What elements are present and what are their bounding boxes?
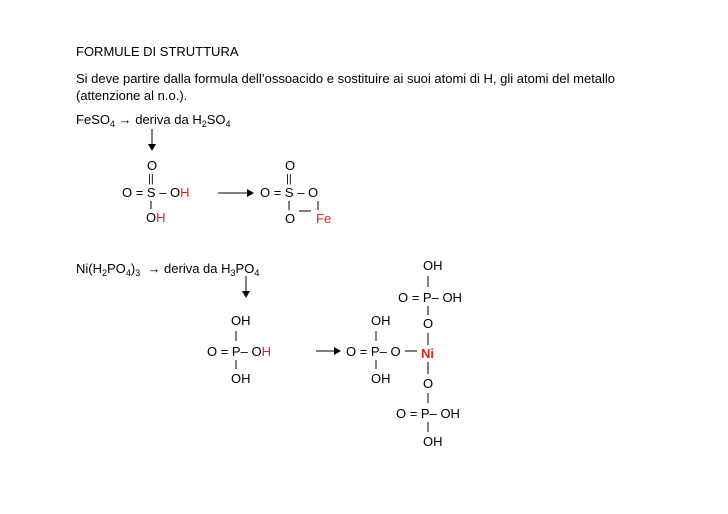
ni-right-top-phosphate: O = P– OH	[398, 290, 462, 305]
fe-right-bottom-oxygen: O	[285, 211, 296, 226]
ni-right-top-oh: OH	[423, 258, 443, 273]
intro-line-2: (attenzione al n.o.).	[76, 88, 188, 103]
fe-right-middle-row: O = S – O	[260, 185, 319, 200]
ni-right-bottom-oh: OH	[423, 434, 443, 449]
fe-left-top-oxygen: O	[147, 158, 158, 173]
page-title: FORMULE DI STRUTTURA	[76, 44, 239, 59]
fe-derives-text: → deriva da	[118, 112, 189, 127]
fe-salt-formula: FeSO$_4$	[76, 112, 115, 129]
fe-right-top-oxygen: O	[285, 158, 296, 173]
ni-right-left-phosphate: O = P– O	[346, 344, 401, 359]
ni-left-top-oh: OH	[231, 313, 251, 328]
ni-right-bottom-oxygen: O	[423, 376, 434, 391]
fe-left-bottom-row: OH	[146, 210, 166, 225]
fe-left-middle-row: O = S – OH	[122, 185, 190, 200]
fe-acid-formula: $H_2SO_4$	[192, 112, 231, 129]
ni-salt-formula: $Ni(H_2PO_4)_3$	[76, 261, 141, 278]
ni-right-top-oxygen: O	[423, 316, 434, 331]
fe-right-double-bond: ||	[286, 173, 292, 185]
ni-left-middle-row: O = P– OH	[207, 344, 271, 359]
fe-left-hydrogen: H	[180, 185, 190, 200]
ni-acid-formula: $H_3PO_4$	[221, 261, 260, 278]
ni-metal-atom: Ni	[421, 346, 434, 361]
ni-left-bottom-oh: OH	[231, 371, 251, 386]
fe-left-bottom-hydrogen: H	[156, 210, 166, 225]
intro-line-1: Si deve partire dalla formula dell’ossoacido e sostituire ai suoi atomi di H, gli atomi del metallo	[76, 71, 616, 86]
ni-derives-text: → deriva da	[147, 261, 218, 276]
ni-left-hydrogen: H	[261, 344, 271, 359]
ni-right-left-oh-top: OH	[371, 313, 391, 328]
ni-right-left-oh-bottom: OH	[371, 371, 391, 386]
fe-left-double-bond: ||	[148, 173, 154, 185]
fe-metal-atom: Fe	[316, 211, 332, 226]
ni-right-bottom-phosphate: O = P– OH	[396, 406, 460, 421]
